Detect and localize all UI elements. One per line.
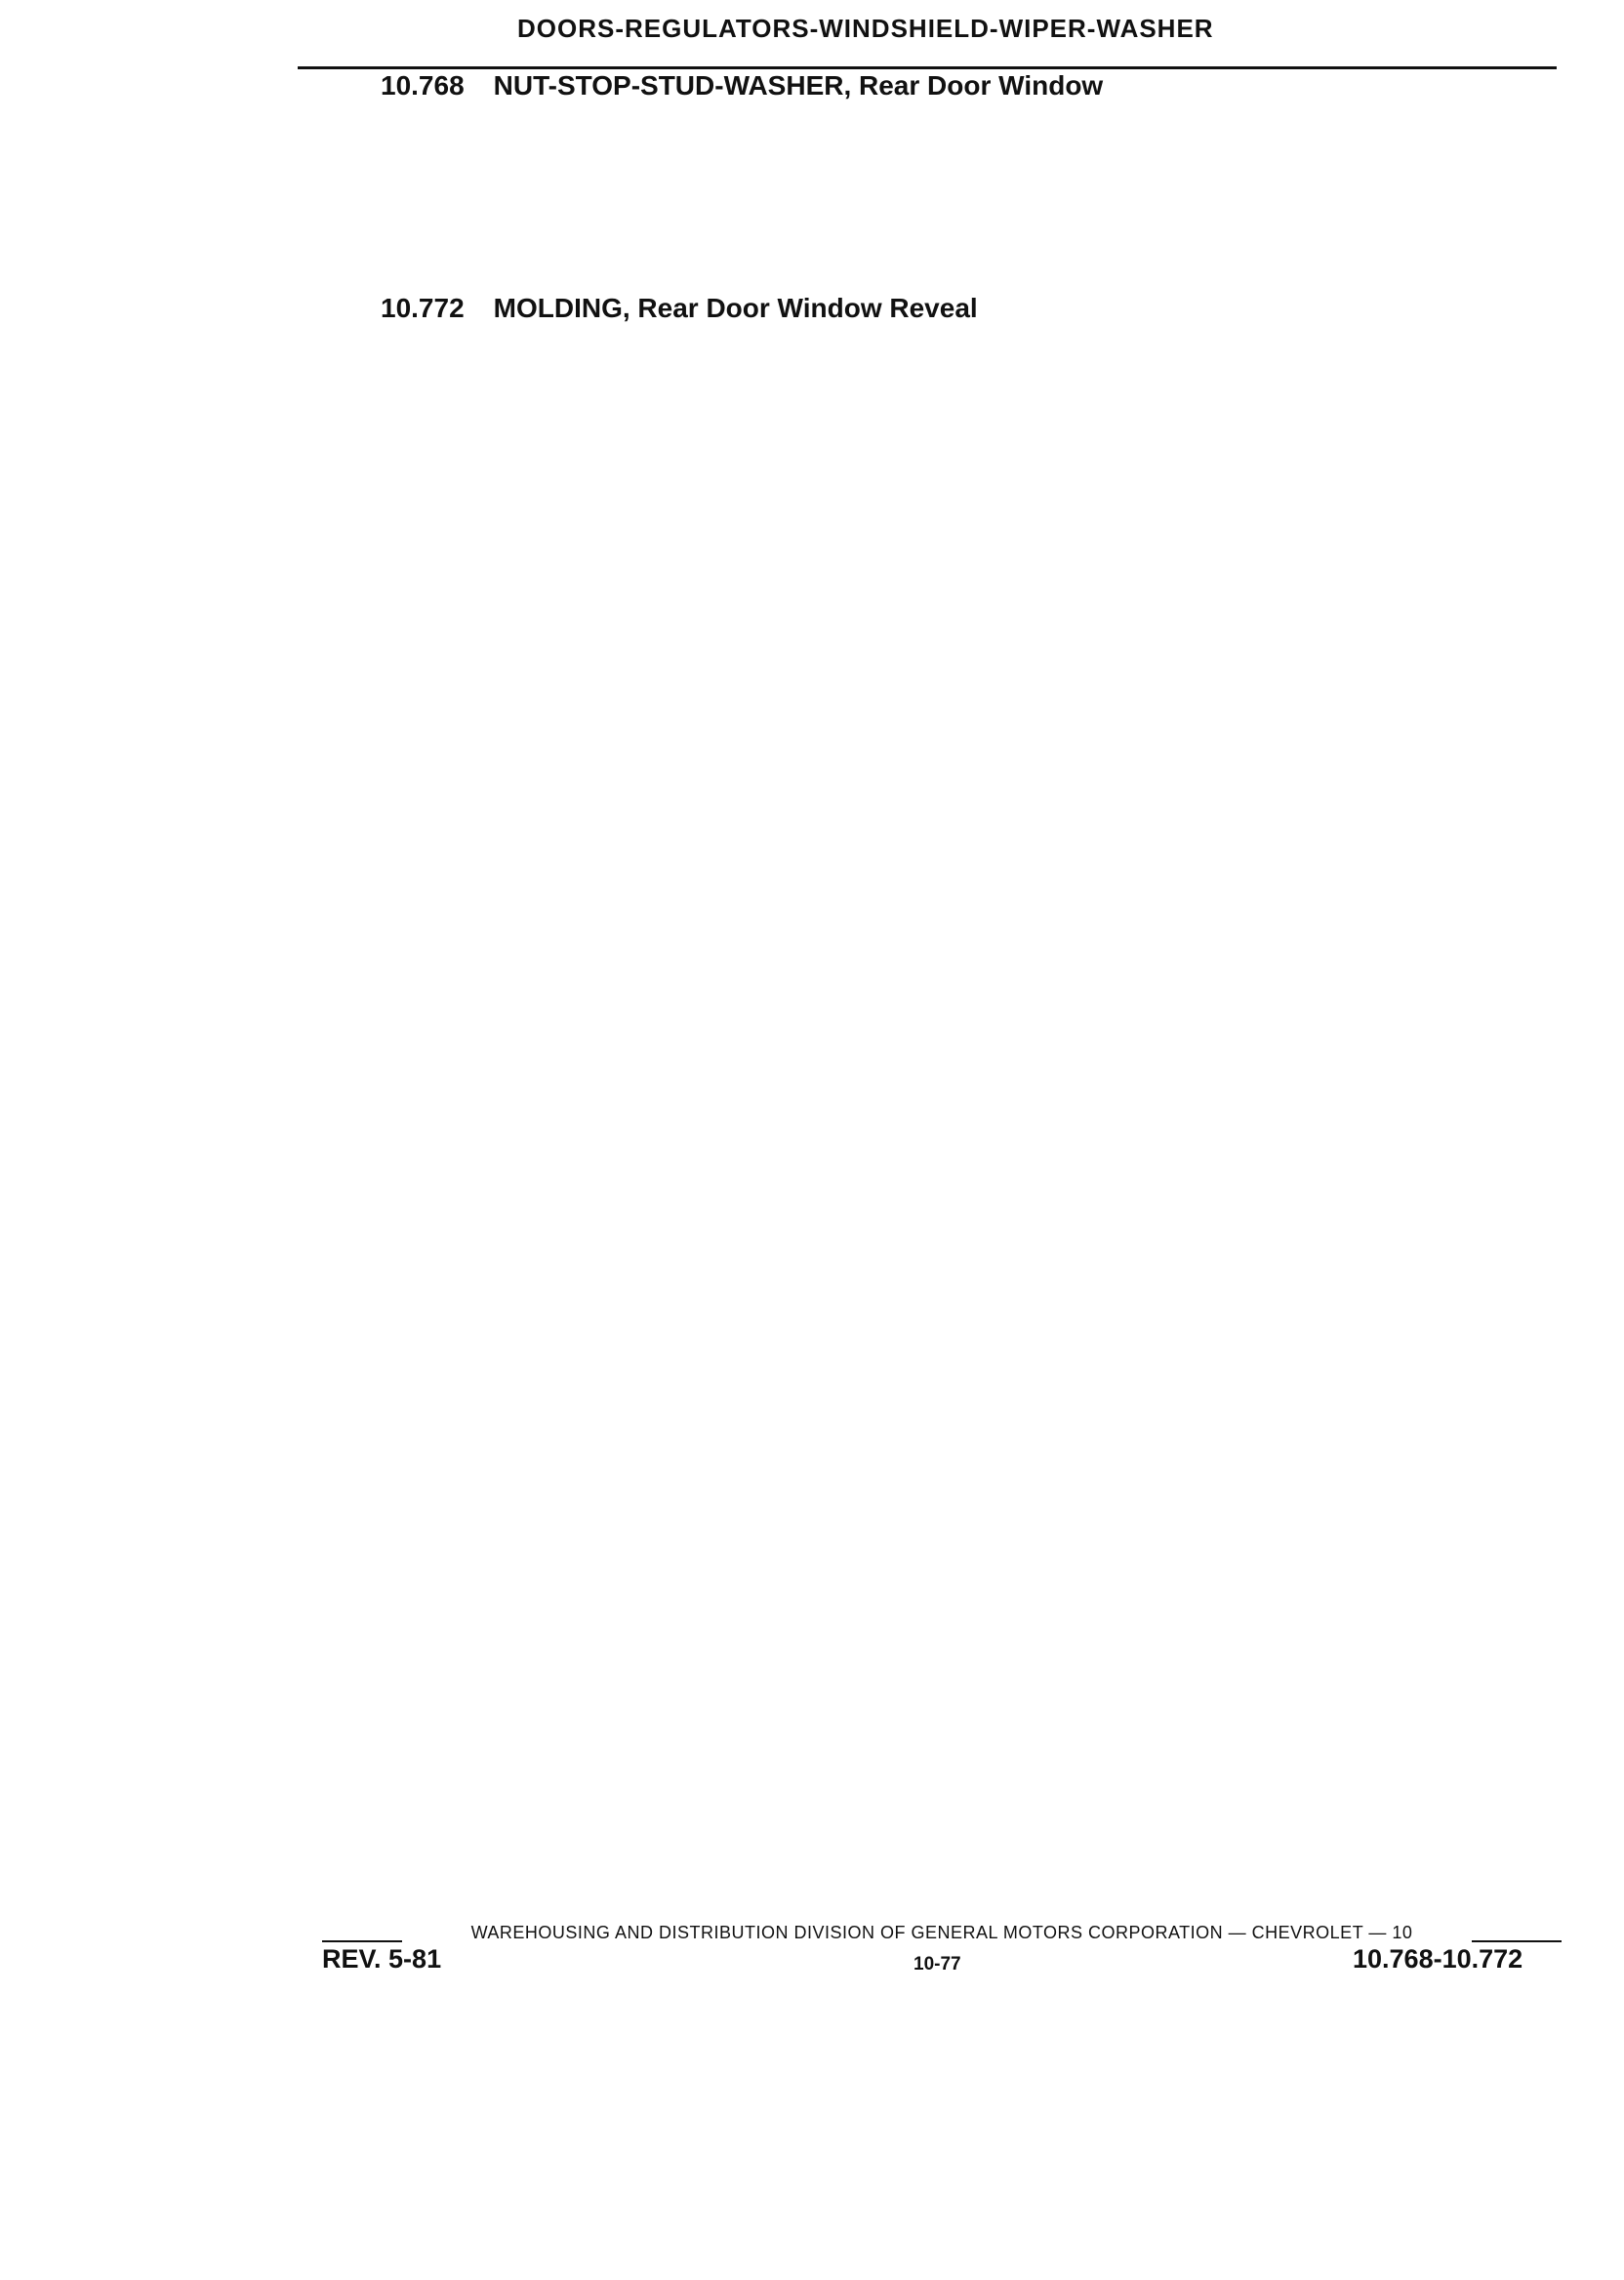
page-title: DOORS-REGULATORS-WINDSHIELD-WIPER-WASHER xyxy=(517,14,1214,43)
page-number: 10-77 xyxy=(914,1954,961,1975)
section-range: 10.768-10.772 xyxy=(1353,1944,1523,1974)
footer-publisher-line: WAREHOUSING AND DISTRIBUTION DIVISION OF GENERAL MOTORS CORPORATION — CHEVROLET — 10 xyxy=(322,1923,1562,1943)
section-number: 10.772 xyxy=(381,293,465,323)
section-number: 10.768 xyxy=(381,70,465,101)
section-title xyxy=(381,70,1103,102)
section-heading: NUT-STOP-STUD-WASHER, Rear Door Window xyxy=(493,70,1104,101)
section-title xyxy=(381,293,978,324)
revision-label: REV. 5-81 xyxy=(322,1944,442,1974)
section-heading: MOLDING, Rear Door Window Reveal xyxy=(493,293,978,323)
header-rule xyxy=(298,66,1557,69)
